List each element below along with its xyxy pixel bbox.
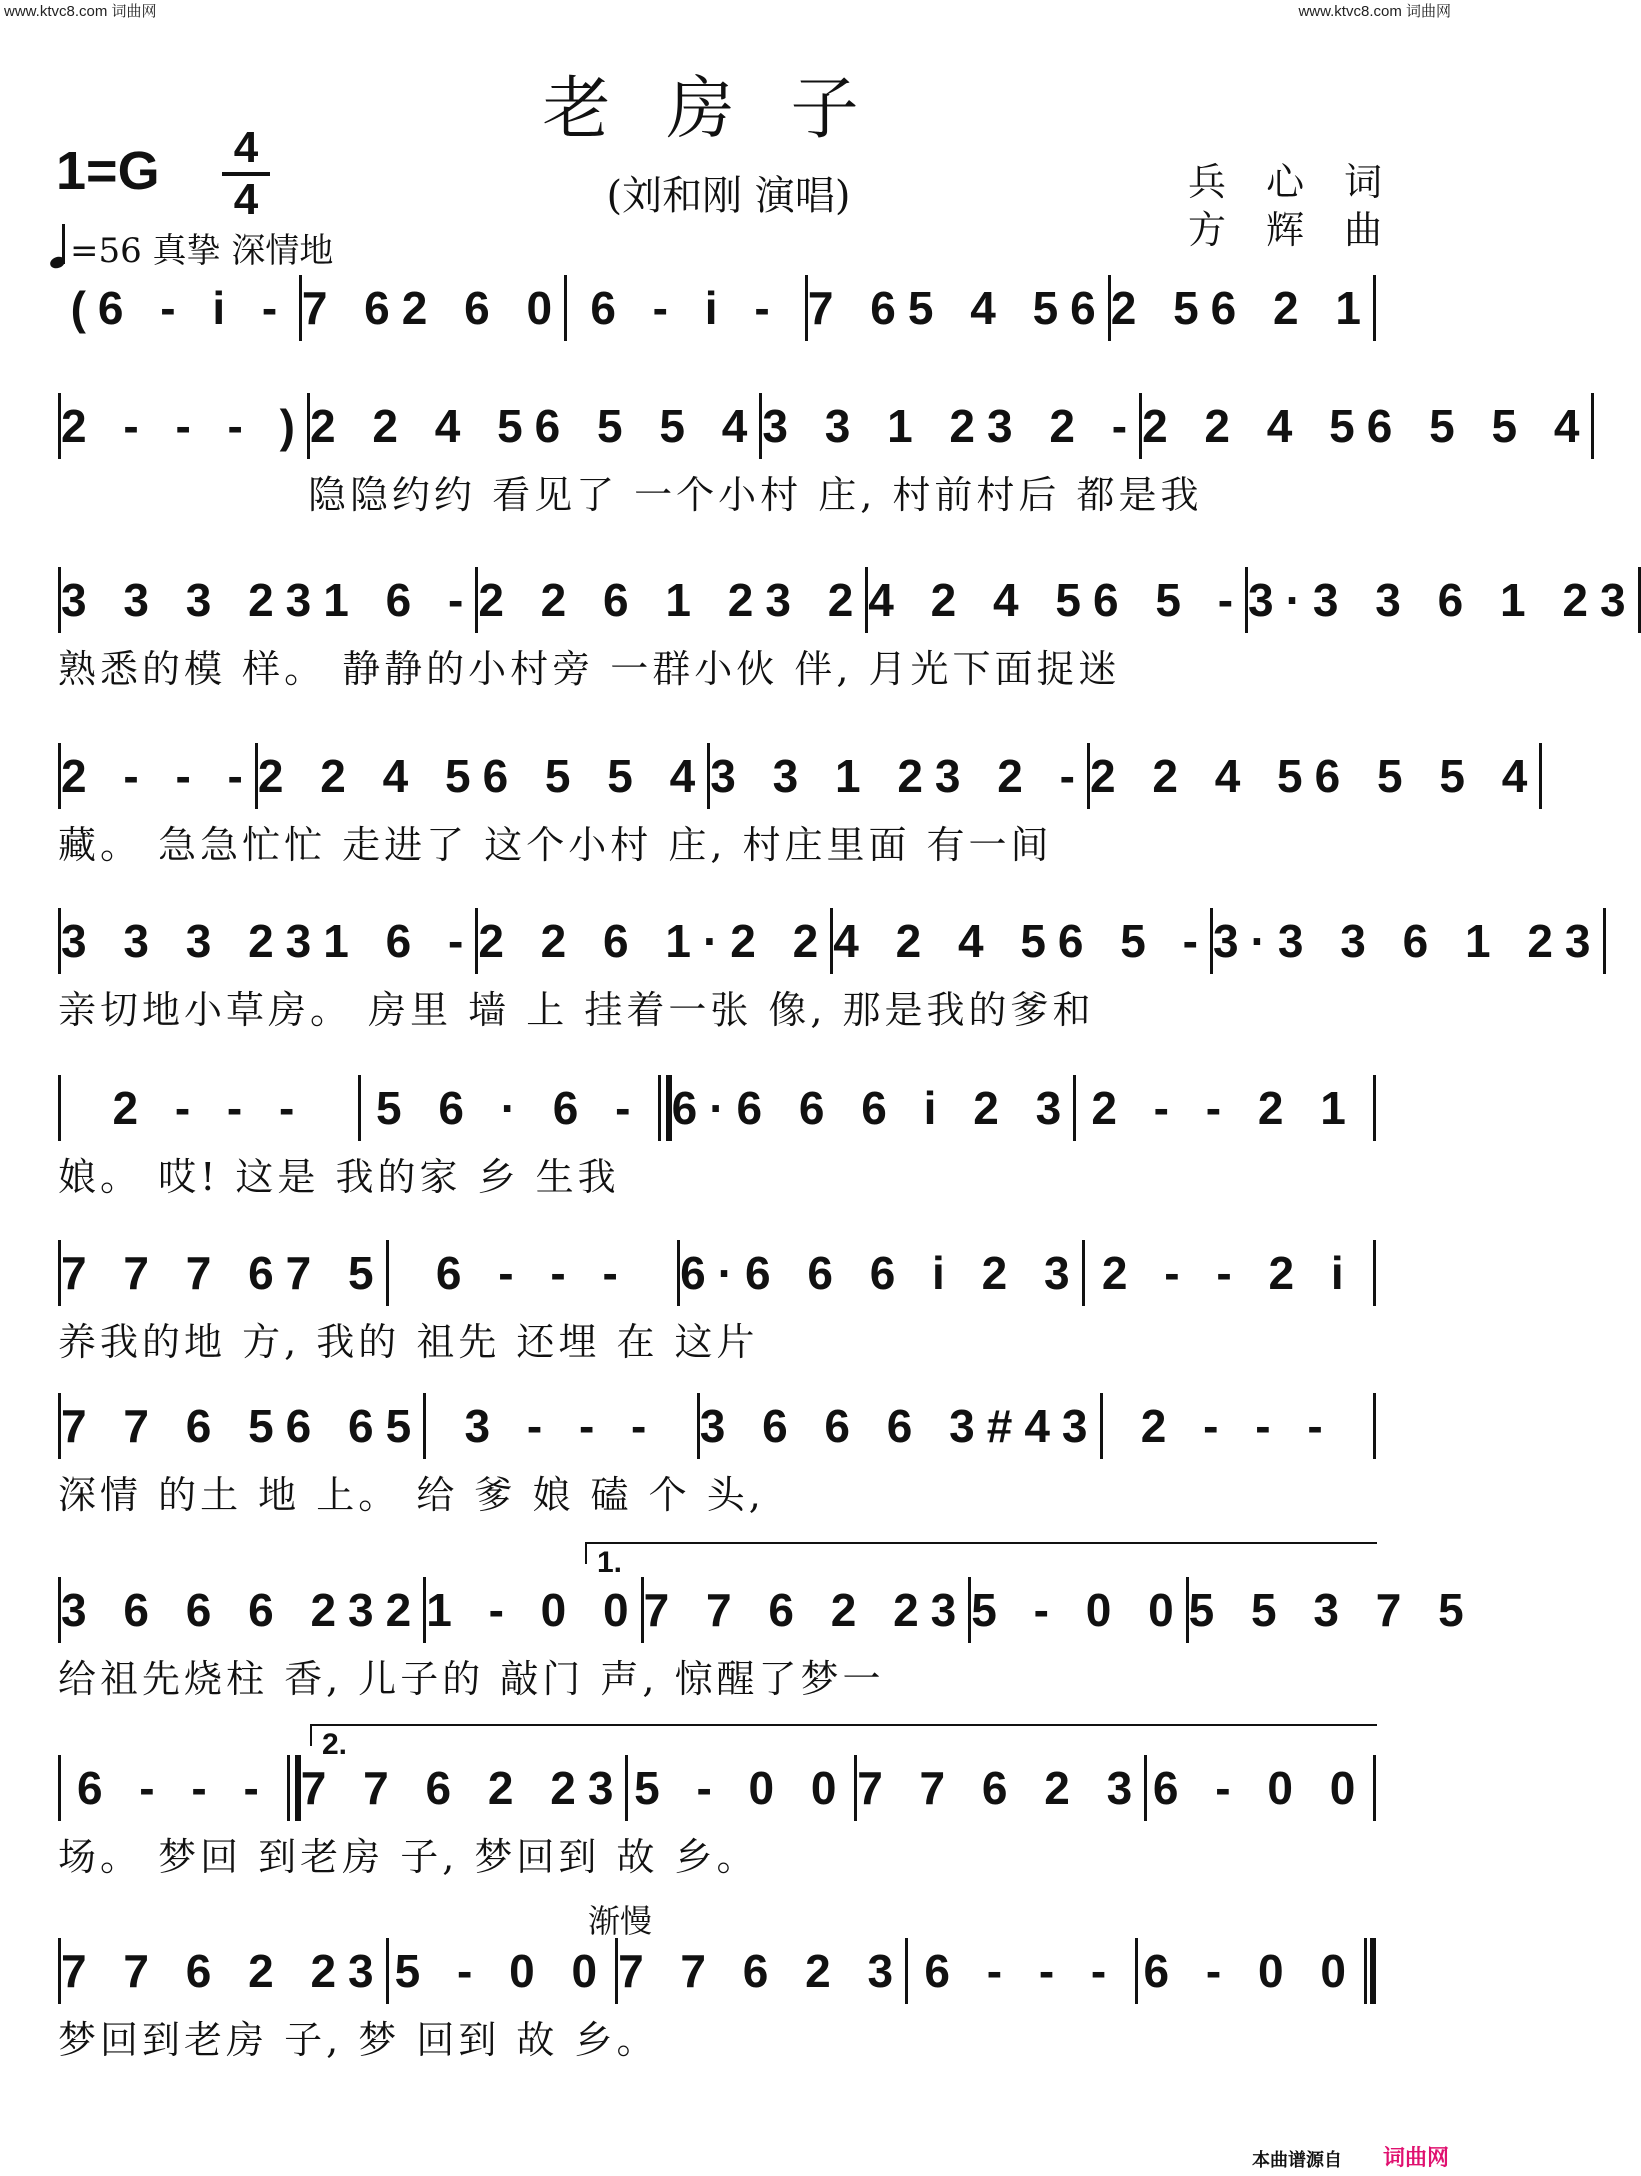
measure: 2 - - 2 i xyxy=(1101,1247,1356,1299)
system-11-lyrics: 梦回到老房 子, 梦 回到 故 乡。 xyxy=(58,2018,659,2062)
measure: 6 - - - xyxy=(924,1945,1119,1997)
barline xyxy=(1638,567,1641,633)
source-label: 本曲谱源自 xyxy=(1252,2150,1342,2171)
system-7-notes xyxy=(58,1233,1376,1313)
measure: 7 7 6 2 23 xyxy=(61,1945,386,1997)
system-11-notes xyxy=(58,1931,1376,2011)
measure: 6 - - - xyxy=(435,1247,630,1299)
system-9-lyrics: 给祖先烧柱 香, 儿子的 敲门 声, 惊醒了梦一 xyxy=(58,1657,885,1701)
measure: 7 7 7 67 5 xyxy=(61,1247,386,1299)
system-6-notes xyxy=(58,1068,1376,1148)
measure: 4 2 4 56 5 - xyxy=(868,574,1246,626)
barline xyxy=(1373,1075,1376,1141)
measure: 3·3 3 6 1 23 xyxy=(1248,574,1638,626)
measure: 7 65 4 56 xyxy=(807,282,1108,334)
watermark-left: www.ktvc8.com 词曲网 xyxy=(4,3,157,20)
measure: 3 3 1 23 2 - xyxy=(762,400,1140,452)
measure: 2 2 6 1 23 2 xyxy=(478,574,866,626)
measure: 2 - - - ) xyxy=(61,400,307,452)
measure: 6 - 0 0 xyxy=(1143,1945,1358,1997)
first-ending-bracket xyxy=(585,1542,1377,1579)
time-signature xyxy=(222,123,270,224)
measure: 2 2 4 56 5 5 4 xyxy=(309,400,760,452)
quarter-note-icon xyxy=(50,222,64,268)
system-10-lyrics: 场。 梦回 到老房 子, 梦回到 故 乡。 xyxy=(58,1835,759,1879)
measure: 6·6 6 6 i 2 3 xyxy=(680,1247,1082,1299)
system-2-lyrics: 隐隐约约 看见了 一个小村 庄, 村前村后 都是我 xyxy=(308,473,1203,517)
measure: 5 5 3 7 5 xyxy=(1188,1584,1476,1636)
measure: 7 62 6 0 xyxy=(301,282,565,334)
system-6-lyrics: 娘。 哎! 这是 我的家 乡 生我 xyxy=(58,1155,620,1199)
final-barline xyxy=(1364,1938,1376,2004)
brand-label: 词曲网 xyxy=(1382,2146,1449,2171)
credits xyxy=(1188,158,1396,254)
measure: 6·6 6 6 i 2 3 xyxy=(671,1082,1074,1134)
measure: 7 7 6 56 65 xyxy=(61,1400,424,1452)
measure: 7 7 6 2 3 xyxy=(857,1762,1145,1814)
measure: 7 7 6 2 23 xyxy=(643,1584,969,1636)
measure: 6 - - - xyxy=(76,1762,271,1814)
barline xyxy=(1373,1755,1376,1821)
composer-credit: 方 辉 曲 xyxy=(1188,208,1397,252)
system-5-notes xyxy=(58,901,1603,981)
system-1-notes xyxy=(58,268,1376,348)
measure: 7 7 6 2 23 xyxy=(300,1762,626,1814)
measure: 3 3 1 23 2 - xyxy=(710,750,1087,802)
measure: 6 - i - xyxy=(590,282,782,334)
second-ending-bracket xyxy=(310,1724,1377,1761)
repeat-barline xyxy=(658,1075,672,1141)
measure: 3 3 3 231 6 - xyxy=(61,915,476,967)
system-4-lyrics: 藏。 急急忙忙 走进了 这个小村 庄, 村庄里面 有一间 xyxy=(58,823,1053,867)
measure: (6 - i - xyxy=(70,282,290,334)
measure: 5 - 0 0 xyxy=(634,1762,849,1814)
watermark-right: www.ktvc8.com 词曲网 xyxy=(1298,3,1451,20)
key-signature: 1=G xyxy=(56,141,160,201)
system-10-notes xyxy=(58,1748,1376,1828)
system-5-lyrics: 亲切地小草房。 房里 墙 上 挂着一张 像, 那是我的爹和 xyxy=(58,988,1095,1032)
measure: 3·3 3 6 1 23 xyxy=(1212,915,1603,967)
system-8-notes xyxy=(58,1386,1376,1466)
meter-bottom: 4 xyxy=(233,175,259,224)
measure: 3 6 6 6 232 xyxy=(61,1584,424,1636)
measure: 1 - 0 0 xyxy=(426,1584,641,1636)
barline xyxy=(1373,275,1376,341)
measure: 2 2 4 56 5 5 4 xyxy=(1142,400,1592,452)
barline xyxy=(1539,743,1542,809)
repeat-barline xyxy=(287,1755,301,1821)
measure: 2 - - - xyxy=(61,750,255,802)
measure: 6 - 0 0 xyxy=(1152,1762,1368,1814)
barline xyxy=(1373,1240,1376,1306)
system-3-notes xyxy=(58,560,1638,640)
barline xyxy=(1373,1393,1376,1459)
second-ending-label: 2. xyxy=(322,1728,348,1761)
measure: 5 6 · 6 - xyxy=(375,1082,643,1134)
measure: 3 3 3 231 6 - xyxy=(61,574,476,626)
measure: 5 - 0 0 xyxy=(971,1584,1186,1636)
meter-top: 4 xyxy=(233,123,259,172)
tempo-marking xyxy=(50,222,333,272)
system-2-notes xyxy=(58,386,1592,466)
measure: 2 - - - xyxy=(1140,1400,1335,1452)
measure: 3 - - - xyxy=(464,1400,659,1452)
measure: 2 2 6 1·2 2 xyxy=(478,915,831,967)
ritardando-marking: 渐慢 xyxy=(588,1902,653,1940)
system-9-notes xyxy=(58,1570,1476,1650)
measure: 2 - - 2 1 xyxy=(1091,1082,1358,1134)
measure: 2 56 2 1 xyxy=(1110,282,1373,334)
measure: 5 - 0 0 xyxy=(394,1945,610,1997)
performer-line: (刘和刚 演唱) xyxy=(606,173,851,219)
system-4-notes xyxy=(58,736,1540,816)
measure: 7 7 6 2 3 xyxy=(618,1945,906,1997)
tempo-text: =56 真挚 深情地 xyxy=(70,231,334,271)
system-8-lyrics: 深情 的土 地 上。 给 爹 娘 磕 个 头, xyxy=(58,1473,765,1517)
measure: 3 6 6 6 3#43 xyxy=(699,1400,1100,1452)
lyricist-credit: 兵 心 词 xyxy=(1188,160,1397,204)
system-3-lyrics: 熟悉的模 样。 静静的小村旁 一群小伙 伴, 月光下面捉迷 xyxy=(58,647,1121,691)
measure: 2 2 4 56 5 5 4 xyxy=(1089,750,1540,802)
barline xyxy=(1603,908,1606,974)
measure: 2 2 4 56 5 5 4 xyxy=(257,750,708,802)
measure: 4 2 4 56 5 - xyxy=(833,915,1210,967)
system-7-lyrics: 养我的地 方, 我的 祖先 还埋 在 这片 xyxy=(58,1320,759,1364)
song-title: 老房子 xyxy=(542,70,915,149)
barline xyxy=(1591,393,1594,459)
measure: 2 - - - xyxy=(112,1082,307,1134)
first-ending-label: 1. xyxy=(597,1546,623,1579)
